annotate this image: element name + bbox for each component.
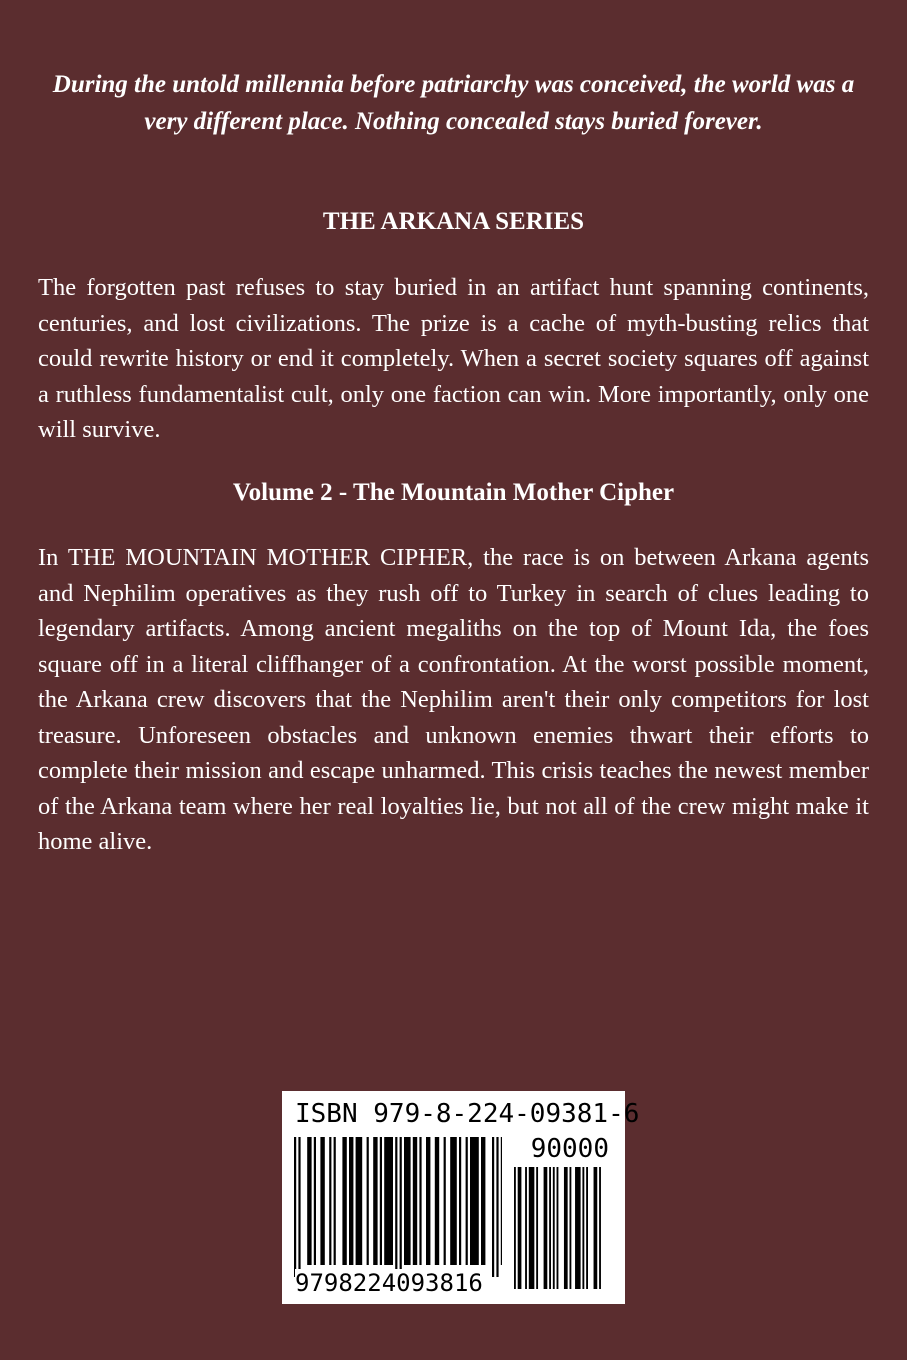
- barcode-bar: [564, 1167, 568, 1289]
- barcode-bar: [373, 1137, 377, 1265]
- barcode-bar: [575, 1167, 581, 1289]
- barcode-bar: [395, 1137, 397, 1277]
- barcode-bar: [594, 1167, 598, 1289]
- isbn-barcode: [282, 1091, 640, 1304]
- barcode-bar: [525, 1167, 527, 1289]
- barcode-bar: [586, 1167, 588, 1289]
- barcode-bar: [404, 1137, 411, 1265]
- barcode-bar: [514, 1167, 516, 1289]
- barcode-bar: [536, 1167, 538, 1289]
- barcode-ean-digits: 9798224093816: [295, 1269, 483, 1297]
- barcode-bar: [492, 1137, 494, 1277]
- isbn-label: ISBN 979-8-224-09381-6: [295, 1099, 640, 1129]
- barcode-bar: [426, 1137, 430, 1265]
- barcode-bar: [444, 1137, 446, 1265]
- barcode-bar: [450, 1137, 457, 1265]
- barcode-bar: [342, 1137, 346, 1265]
- barcode-bar: [356, 1137, 363, 1265]
- barcode-bar: [298, 1137, 300, 1277]
- barcode-addon-price: 90000: [530, 1134, 609, 1164]
- barcode-bar: [380, 1137, 382, 1265]
- barcode-bar: [544, 1167, 548, 1289]
- barcode-bar: [435, 1137, 439, 1265]
- barcode-bar: [294, 1137, 296, 1277]
- barcode-bar: [349, 1137, 353, 1265]
- barcode-bar: [470, 1137, 479, 1265]
- volume-description: In THE MOUNTAIN MOTHER CIPHER, the race is on between Arkana agents and Nephilim operatives as they rush off to Turkey in search of clues leading to legendary artifacts. Among ancient megaliths on the top of Mount Ida, the foes square off in a literal cliffhanger of a confrontation. At the worst possible moment, the Arkana crew discovers that the Nephilim aren't their only competitors for lost treasure. Unforeseen obstacles and unknown enemies thwart their efforts to complete their mission and escape unharmed. This crisis teaches the newest member of the Arkana team where her real loyalties lie, but not all of the crew might make it home alive.: [38, 544, 869, 855]
- barcode-main-bars: [294, 1137, 502, 1277]
- barcode-bar: [320, 1137, 324, 1265]
- barcode-bar: [419, 1137, 421, 1265]
- barcode-bar: [314, 1137, 316, 1265]
- barcode-addon-bars: [514, 1167, 609, 1289]
- tagline: During the untold millennia before patriarchy was conceived, the world was a very different place. Nothing concealed stays buried forever.: [52, 71, 855, 135]
- barcode-bar: [307, 1137, 311, 1265]
- barcode-bar: [570, 1167, 572, 1289]
- barcode-bar: [582, 1167, 584, 1289]
- barcode-bar: [518, 1167, 522, 1289]
- volume-heading: Volume 2 - The Mountain Mother Cipher: [232, 479, 675, 506]
- barcode-bar: [529, 1167, 535, 1289]
- barcode-bar: [557, 1167, 559, 1289]
- barcode-bar: [599, 1167, 601, 1289]
- barcode-bar: [459, 1137, 461, 1265]
- barcode-bar: [553, 1167, 555, 1289]
- barcode-bar: [466, 1137, 468, 1265]
- barcode-bar: [496, 1137, 498, 1277]
- barcode-bar: [334, 1137, 336, 1265]
- series-description: The forgotten past refuses to stay buried in an artifact hunt spanning continents, centuries, and lost civilizations. The prize is a cache of myth-busting relics that could rewrite history or end it completely. When a secret society squares off against a ruthless fundamentalist cult, only one faction can win. More importantly, only one will survive.: [38, 274, 869, 443]
- barcode-bar: [413, 1137, 417, 1265]
- barcode-bar: [367, 1137, 369, 1265]
- barcode-bar: [400, 1137, 402, 1277]
- barcode-bar: [549, 1167, 551, 1289]
- barcode-bar: [329, 1137, 331, 1265]
- series-heading: THE ARKANA SERIES: [322, 208, 585, 235]
- barcode-bar: [481, 1137, 485, 1265]
- barcode-bar: [501, 1137, 502, 1265]
- barcode-bar: [384, 1137, 393, 1265]
